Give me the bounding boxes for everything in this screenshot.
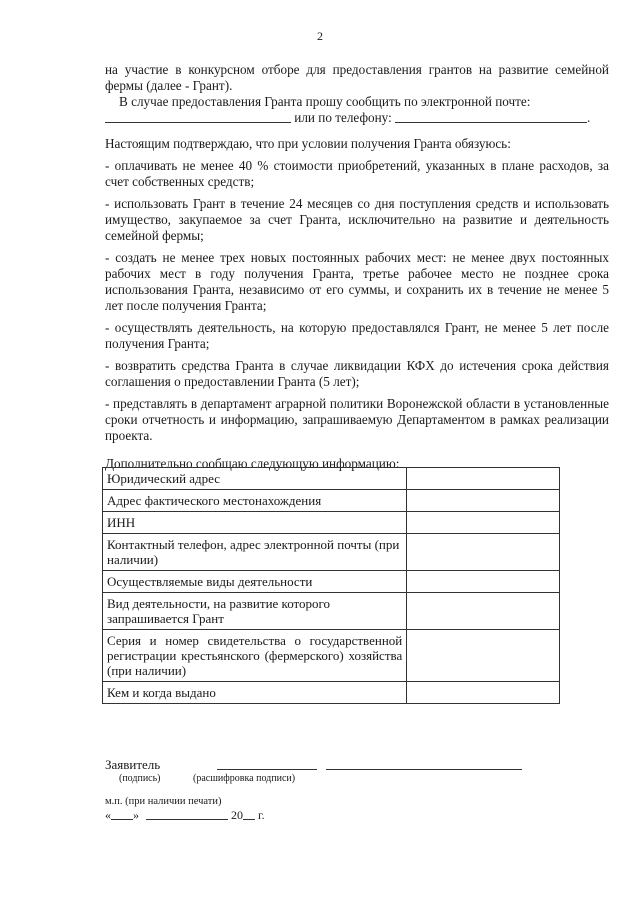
table-value-cell[interactable] [407,534,560,571]
contact-end: . [587,110,591,125]
signature-decode-line[interactable] [326,769,522,770]
table-label-cell: Юридический адрес [103,468,407,490]
date-open-quote: « [105,808,111,822]
info-table [102,467,560,704]
obligation-item: - осуществлять деятельность, на которую предоставлялся Грант, не менее 5 лет после получения Гранта; [105,320,609,351]
table-value-cell[interactable] [407,490,560,512]
table-label-cell: Вид деятельности, на развитие которого запрашивается Грант [103,593,407,630]
table-label-cell: ИНН [103,512,407,534]
applicant-label: Заявитель [105,757,161,772]
day-blank[interactable] [111,808,133,820]
table-row [103,630,560,682]
stamp-note: м.п. (при наличии печати) [105,796,222,807]
table-value-cell[interactable] [407,630,560,682]
signature-line[interactable] [217,769,317,770]
month-blank[interactable] [146,808,228,820]
table-row [103,512,560,534]
table-label-cell: Осуществляемые виды деятельности [103,571,407,593]
table-label-cell: Контактный телефон, адрес электронной почты (при наличии) [103,534,407,571]
table-row [103,490,560,512]
intro-paragraph: на участие в конкурсном отборе для предоставления грантов на развитие семейной фермы (далее - Грант). [105,62,609,93]
obligation-item: - оплачивать не менее 40 % стоимости приобретений, указанных в плане расходов, за счет собственных средств; [105,158,609,189]
table-label-cell: Серия и номер свидетельства о государственной регистрации крестьянского (фермерского) хозяйства (при наличии) [103,630,407,682]
table-value-cell[interactable] [407,571,560,593]
notify-paragraph: В случае предоставления Гранта прошу сообщить по электронной почте: [119,94,531,109]
table-row [103,682,560,704]
obligation-item: - представлять в департамент аграрной политики Воронежской области в установленные сроки отчетность и информацию, запрашиваемую Департаментом в рамках реализации проекта. [105,396,609,443]
email-blank[interactable] [105,110,291,123]
table-label-cell: Кем и когда выдано [103,682,407,704]
signature-caption: (подпись) [119,773,161,784]
obligation-item: - использовать Грант в течение 24 месяцев со дня поступления средств и использовать имущество, закупаемое за счет Гранта, исключительно на развитие и деятельность семейной фермы; [105,196,609,243]
table-row [103,593,560,630]
obligation-item: - возвратить средства Гранта в случае ликвидации КФХ до истечения срока действия соглашения о предоставлении Гранта (5 лет); [105,358,609,389]
date-line [105,808,265,823]
year-prefix: 20 [231,808,243,822]
year-blank[interactable] [243,808,255,820]
table-row [103,571,560,593]
table-row [103,468,560,490]
table-value-cell[interactable] [407,593,560,630]
obligation-item: - создать не менее трех новых постоянных рабочих мест: не менее двух постоянных рабочих мест в году получения Гранта, третье рабочее место не позднее срока использования Гранта, независимо от его суммы, и сохранить их в течение не менее 5 лет после получения Гранта; [105,250,609,313]
table-label-cell: Адрес фактического местонахождения [103,490,407,512]
phone-label: или по телефону: [294,110,392,125]
decode-caption: (расшифровка подписи) [193,773,296,784]
table-row [103,534,560,571]
confirm-heading: Настоящим подтверждаю, что при условии получения Гранта обязуюсь: [105,136,511,151]
year-suffix: г. [258,808,265,822]
page-number: 2 [317,29,323,43]
document-body [105,62,609,472]
phone-blank[interactable] [395,110,587,123]
date-close-quote: » [133,808,139,822]
additional-info-heading: Дополнительно сообщаю следующую информацию: [105,456,400,471]
table-value-cell[interactable] [407,468,560,490]
contact-line [105,110,609,126]
table-value-cell[interactable] [407,682,560,704]
table-value-cell[interactable] [407,512,560,534]
